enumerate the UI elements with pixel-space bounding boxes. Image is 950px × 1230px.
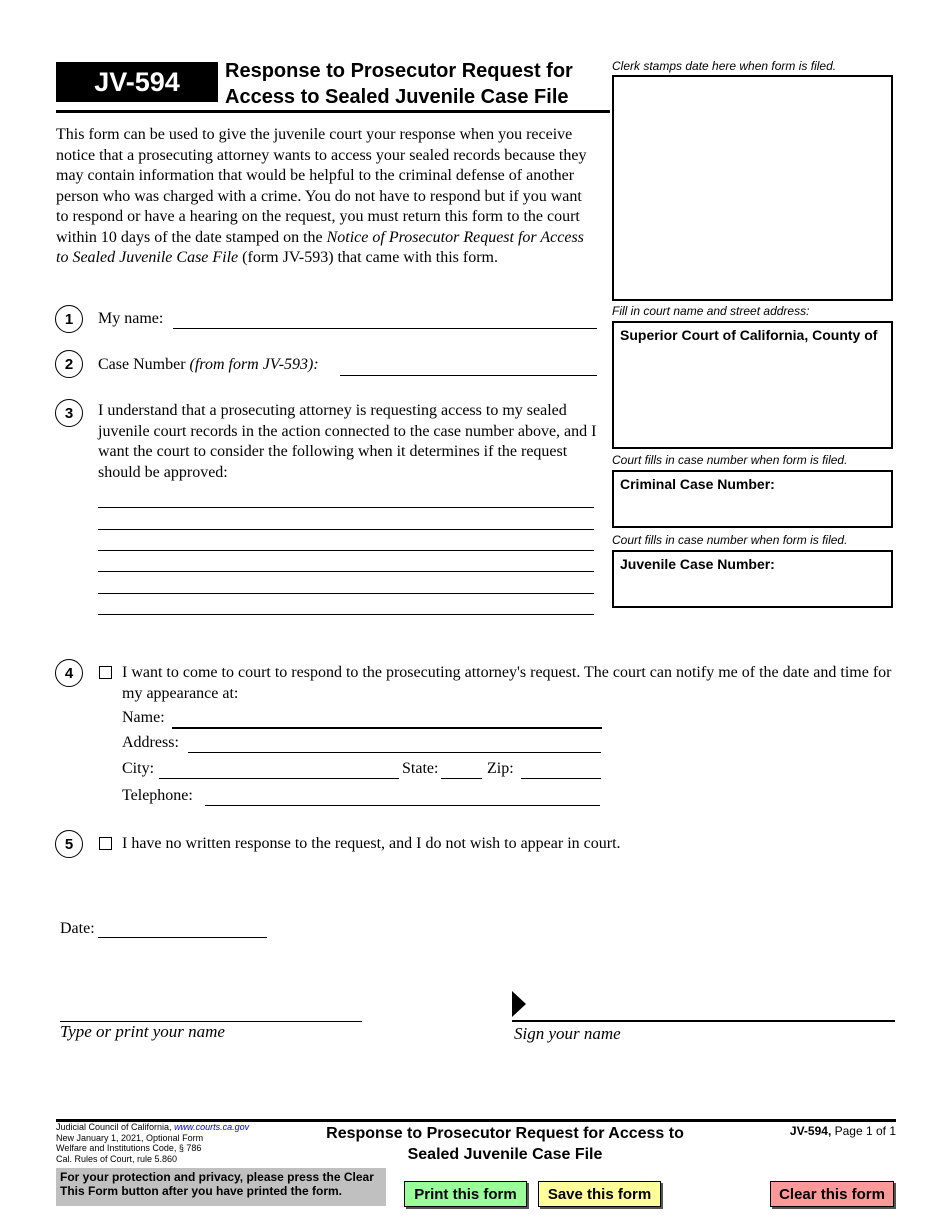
footer-line3: Welfare and Institutions Code, § 786: [56, 1143, 202, 1153]
case-number-label-italic: (from form JV-593):: [189, 356, 319, 373]
date-field[interactable]: [98, 937, 267, 938]
my-name-label: My name:: [98, 310, 164, 327]
item-1-number: 1: [55, 305, 83, 333]
appearance-city-field[interactable]: [159, 778, 399, 779]
appearance-telephone-field[interactable]: [205, 805, 600, 806]
title-rule: [56, 110, 610, 113]
criminal-case-label: Court fills in case number when form is filed.: [612, 453, 848, 467]
appearance-state-field[interactable]: [441, 778, 482, 779]
appearance-address-label: Address:: [122, 734, 179, 751]
appearance-city-label: City:: [122, 760, 155, 777]
appearance-zip-field[interactable]: [521, 778, 601, 779]
form-id: JV-594: [56, 62, 218, 102]
intro-text-end: (form JV-593) that came with this form.: [238, 249, 498, 266]
response-line[interactable]: [98, 507, 594, 508]
intro-paragraph: [56, 125, 596, 269]
court-address-label: Fill in court name and street address:: [612, 304, 810, 318]
footer-title-line2: Sealed Juvenile Case File: [407, 1146, 603, 1163]
clerk-stamp-label: Clerk stamps date here when form is filed.: [612, 59, 837, 73]
appearance-state-label: State:: [402, 760, 439, 777]
date-label: Date:: [60, 920, 95, 937]
privacy-note: For your protection and privacy, please press the Clear This Form button after you have printed the form.: [56, 1168, 386, 1206]
clerk-stamp-box[interactable]: [612, 75, 893, 301]
my-name-field[interactable]: [173, 328, 597, 329]
item-4-text: I want to come to court to respond to the prosecuting attorney's request. The court can notify me of the date and time for my appearance at:: [122, 664, 892, 702]
form-title-line1: Response to Prosecutor Request for: [225, 60, 573, 82]
footer-line4: Cal. Rules of Court, rule 5.860: [56, 1153, 178, 1164]
appearance-zip-label: Zip:: [487, 760, 514, 777]
appearance-name-label: Name:: [122, 709, 165, 726]
sign-arrow-icon: [512, 991, 526, 1017]
appear-in-court-checkbox[interactable]: [99, 666, 112, 679]
criminal-case-box-label: Criminal Case Number:: [620, 476, 775, 492]
footer-page-number: Page 1 of 1: [831, 1124, 896, 1138]
appearance-address-field[interactable]: [188, 752, 601, 753]
court-address-value: Superior Court of California, County of: [620, 327, 878, 343]
form-title: [225, 58, 610, 110]
form-title-line2: Access to Sealed Juvenile Case File: [225, 86, 569, 108]
response-line[interactable]: [98, 614, 594, 615]
item-4-number: 4: [55, 659, 83, 687]
item-5-number: 5: [55, 830, 83, 858]
footer-line2: New January 1, 2021, Optional Form: [56, 1132, 204, 1143]
footer-title: [300, 1123, 710, 1165]
footer-page-info: [730, 1124, 896, 1138]
footer-title-line1: Response to Prosecutor Request for Access to: [326, 1125, 684, 1142]
item-3-text: I understand that a prosecuting attorney is requesting access to my sealed juvenile court records in the action connected to the case number above, and I want the court to consider the following when it determines if the request should be approved:: [98, 402, 597, 481]
clear-form-button[interactable]: Clear this form: [770, 1181, 894, 1207]
footer-form-id: JV-594,: [789, 1124, 832, 1138]
juvenile-case-box-label: Juvenile Case Number:: [620, 556, 775, 572]
footer-council: Judicial Council of California,: [56, 1122, 175, 1132]
juvenile-case-label: Court fills in case number when form is filed.: [612, 533, 848, 547]
intro-text: This form can be used to give the juvenile court your response when you receive notice that a prosecuting attorney wants to access your sealed records because they may contain information that would be helpful to the criminal defense of another person who was charged with a crime. You do not have to respond but if you want to respond or have a hearing on the request, you must return this form to the court within 10 days of the date stamped on the: [56, 126, 587, 246]
response-line[interactable]: [98, 571, 594, 572]
response-line[interactable]: [98, 593, 594, 594]
response-line[interactable]: [98, 529, 594, 530]
item-2-number: 2: [55, 350, 83, 378]
criminal-case-box[interactable]: [612, 470, 893, 528]
item-3-number: 3: [55, 399, 83, 427]
intro-italic: Notice of Prosecutor Request for Access to Sealed Juvenile Case File: [56, 228, 584, 266]
court-address-box[interactable]: [612, 321, 893, 449]
save-form-button[interactable]: Save this form: [538, 1181, 661, 1207]
no-response-checkbox[interactable]: [99, 837, 112, 850]
footer-website-link[interactable]: www.courts.ca.gov: [174, 1122, 250, 1132]
sign-name-label: Sign your name: [514, 1024, 621, 1043]
item-5-text: I have no written response to the request, and I do not wish to appear in court.: [122, 835, 621, 852]
signature-field[interactable]: [512, 1020, 895, 1022]
case-number-field[interactable]: [340, 375, 597, 376]
response-line[interactable]: [98, 550, 594, 551]
case-number-label: [98, 355, 319, 376]
appearance-telephone-label: Telephone:: [122, 787, 193, 804]
type-name-label: Type or print your name: [60, 1022, 225, 1041]
juvenile-case-box[interactable]: [612, 550, 893, 608]
print-form-button[interactable]: Print this form: [404, 1181, 527, 1207]
appearance-name-field[interactable]: [172, 727, 602, 729]
case-number-label-text: Case Number: [98, 356, 190, 373]
